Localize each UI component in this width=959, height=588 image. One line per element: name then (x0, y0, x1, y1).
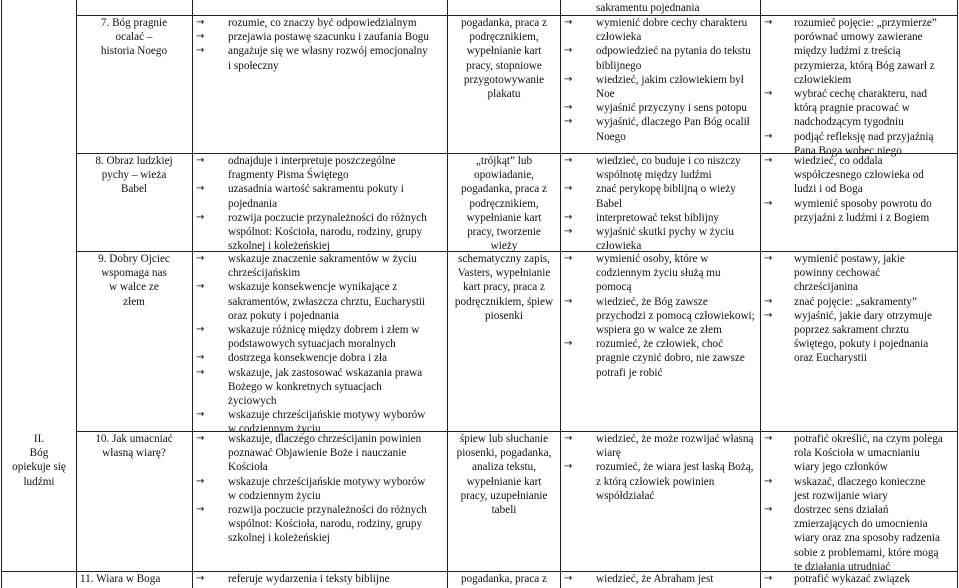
requirement-line: wspólnot: Kościoła, narodu, rodziny, grupy (228, 226, 423, 239)
achievement-line: pomocą (596, 281, 632, 294)
method-line: „trójkąt” lub (475, 155, 533, 167)
method-line: podręcznikiem, (469, 31, 539, 44)
arrow-icon: → (764, 17, 773, 28)
method-line: śpiew lub słuchanie (459, 433, 549, 445)
achievement-line: Noe (596, 88, 615, 101)
requirement-line: i społeczny (228, 59, 279, 72)
arrow-icon: → (564, 45, 573, 57)
achievement-line: wyjaśnić, dlaczego Pan Bóg ocalił (596, 116, 750, 129)
methods-11 (449, 572, 559, 586)
lesson-line: w walce ze (109, 281, 159, 294)
requirement-line: szkolnej i koleżeńskiej (228, 240, 330, 253)
arrow-icon: → (196, 31, 205, 43)
arrow-icon: → (196, 504, 205, 515)
achievement-line: codziennym życiu służą mu (596, 267, 721, 280)
requirements-7 (196, 16, 444, 73)
achievement-line: biblijnego (596, 59, 642, 72)
extended-line: potrafić określić, na czym polega (794, 433, 943, 445)
lesson-title-11 (80, 572, 192, 586)
arrow-icon: → (196, 433, 205, 444)
table-border-right (957, 0, 958, 588)
requirement-line: Kościoła (228, 461, 268, 474)
extended-line: przyjaźni z ludźmi i z Bogiem (794, 211, 930, 224)
achievements-9 (564, 252, 758, 380)
table-border-left (1, 0, 2, 588)
arrow-icon: → (564, 226, 573, 237)
requirement-line: rozwija poczucie przynależności do różnych (228, 504, 427, 517)
method-line: plakatu (487, 88, 521, 101)
arrow-icon: → (564, 338, 573, 350)
section-label (2, 432, 76, 489)
method-line: wypełnianie kart (466, 475, 542, 488)
extended-line: oraz Eucharystii (794, 352, 867, 365)
requirement-line: podstawowych sytuacjach moralnych (228, 338, 396, 351)
requirement-line: referuje wydarzenia i teksty biblijne (228, 573, 390, 585)
lesson-line: ocalać – (115, 31, 153, 44)
arrow-icon: → (196, 17, 205, 28)
achievement-line: rozumieć, że człowiek, choć (596, 338, 724, 351)
extended-8 (764, 154, 956, 225)
extended-line: jest rozwijanie wiary (794, 489, 888, 502)
achievement-line: rozumieć, że wiara jest łaską Bożą, (596, 461, 754, 474)
arrow-icon: → (196, 324, 205, 335)
lesson-line: 9. Dobry Ojciec (98, 253, 170, 265)
arrow-icon: → (196, 155, 205, 166)
extended-line: świętego, pokuty i pojednania (794, 338, 929, 351)
lesson-title-8 (78, 154, 190, 197)
achievement-line: wyjaśnić przyczyny i sens potopu (596, 102, 747, 115)
extended-line: wyjaśnić, jakie dary otrzymuje (794, 309, 932, 322)
arrow-icon: → (564, 295, 573, 307)
requirement-line: rozwija poczucie przynależności do różnych (228, 211, 427, 224)
method-line: piosenki, pogadanka, (456, 447, 552, 460)
extended-line: wskazać, dlaczego konieczne (794, 475, 926, 488)
lesson-line: 11. Wiara w Boga (80, 573, 161, 585)
requirement-line: w codziennym życiu (228, 423, 321, 436)
method-line: pogadanka, praca z (460, 183, 548, 196)
extended-9 (764, 252, 956, 366)
column-divider-3 (447, 0, 448, 588)
requirement-line: fragmenty Pisma Świętego (228, 169, 349, 182)
achievement-line: Noego (596, 130, 626, 143)
lesson-line: 7. Bóg pragnie (100, 17, 168, 29)
column-divider-2 (192, 0, 193, 588)
requirements-10 (196, 432, 444, 546)
extended-line: potrafić wykazać związek (794, 573, 911, 585)
extended-line: sobie z problemami, które mogą (794, 546, 939, 559)
section-label-line: II. (33, 433, 45, 445)
achievement-line: z którą człowiek powinien (596, 475, 715, 488)
extended-line: rola Kościoła w umacnianiu (794, 447, 920, 460)
continuation-line: sakramentu pojednania (596, 2, 700, 14)
arrow-icon: → (196, 366, 205, 378)
method-line: pracy, stopniowe (466, 59, 542, 72)
extended-line: wybrać cechę charakteru, nad (794, 88, 927, 101)
requirement-line: angażuje się we własny rozwój emocjonalny (228, 45, 428, 58)
method-line: opowiadanie, (474, 169, 534, 182)
arrow-icon: → (564, 433, 573, 444)
extended-line: ludzi i od Boga (794, 183, 863, 196)
extended-line: między ludźmi z treścią (794, 45, 901, 58)
requirement-line: szkolnej i koleżeńskiej (228, 532, 330, 545)
lesson-line: własną wiarę? (102, 447, 166, 460)
method-line: pracy, uzupełnianie (460, 489, 548, 502)
achievement-line: pragnie czynić dobro, nie zawsze (596, 352, 745, 365)
requirements-8 (196, 154, 444, 253)
requirements-11 (196, 572, 444, 586)
column-divider-5 (760, 0, 761, 588)
lesson-line: pychy – wieża (101, 169, 167, 182)
achievements-8 (564, 154, 758, 253)
requirement-line: pojednania (228, 197, 278, 210)
extended-line: znać pojęcie: „sakramenty” (794, 295, 917, 308)
achievement-line: wiedzieć, jakim człowiekiem był (596, 73, 744, 86)
extended-line: wymienić sposoby powrotu do (794, 197, 932, 210)
arrow-icon: → (564, 183, 573, 195)
achievement-line: wiedzieć, że może rozwijać własną (596, 433, 754, 445)
arrow-icon: → (764, 504, 773, 515)
method-line: kart pracy, praca z (463, 281, 545, 294)
arrow-icon: → (764, 433, 773, 444)
method-line: pogadanka, praca z (460, 573, 548, 585)
achievement-line: znać perykopę biblijną o wieży (596, 183, 736, 196)
method-line: wypełnianie kart (466, 45, 542, 58)
extended-line: współczesnego człowieka od (794, 169, 924, 182)
arrow-icon: → (764, 295, 773, 307)
requirement-line: wskazuje konsekwencje wynikające z (228, 281, 398, 294)
requirements-9 (196, 252, 444, 437)
requirement-line: odnajduje i interpretuje poszczególne (228, 155, 396, 167)
extended-line: dostrzec sens działań (794, 504, 889, 517)
method-line: przygotowywanie (463, 73, 545, 86)
extended-line: nadchodzącym tygodniu (794, 116, 904, 129)
arrow-icon: → (196, 573, 205, 584)
method-line: wieży (490, 240, 518, 253)
methods-7 (449, 16, 559, 101)
arrow-icon: → (764, 573, 773, 584)
arrow-icon: → (564, 211, 573, 223)
achievement-line: wyjaśnić skutki pychy w życiu (596, 226, 734, 239)
achievement-line: wiedzieć, co buduje i co niszczy (596, 155, 741, 167)
requirement-line: poznawać Objawienie Boże i nauczanie (228, 447, 407, 460)
achievement-line: wymienić dobre cechy charakteru (596, 17, 748, 29)
achievements-11 (564, 572, 758, 586)
section-label-line: ludźmi (23, 475, 55, 488)
achievement-line: człowieka (596, 31, 642, 44)
extended-line: przymierza, którą Bóg zawarł z (794, 59, 935, 72)
arrow-icon: → (196, 211, 205, 223)
method-line: piosenki (485, 309, 523, 322)
requirement-line: w codziennym życiu (228, 489, 321, 502)
methods-10 (449, 432, 559, 517)
lesson-line: historia Noego (100, 45, 168, 58)
requirement-line: dostrzega konsekwencje dobra i zła (228, 352, 388, 365)
arrow-icon: → (764, 253, 773, 264)
arrow-icon: → (564, 253, 573, 264)
achievement-line: odpowiedzieć na pytania do tekstu (596, 45, 751, 58)
lesson-line: Babel (120, 183, 148, 196)
extended-line: wiedzieć, co oddala (794, 155, 883, 167)
extended-line: wiary oraz zna sposoby radzenia (794, 532, 940, 545)
arrow-icon: → (764, 130, 773, 142)
arrow-icon: → (564, 73, 573, 85)
requirement-line: chrześcijańskim (228, 267, 301, 280)
method-line: analiza tekstu, (472, 461, 536, 474)
arrow-icon: → (196, 281, 205, 293)
arrow-icon: → (564, 155, 573, 166)
extended-line: poprzez sakrament chrztu (794, 324, 909, 337)
method-line: wypełnianie kart (466, 211, 542, 224)
extended-7 (764, 16, 956, 158)
requirement-line: wspólnot: Kościoła, narodu, rodziny, grupy (228, 518, 423, 531)
extended-line: powinny cechować (794, 267, 881, 280)
extended-line: te działania utrudniać (794, 560, 891, 573)
arrow-icon: → (564, 461, 573, 473)
requirement-line: wskazuje znaczenie sakramentów w życiu (228, 253, 417, 265)
extended-line: rozumieć pojęcie: „przymierze” (794, 17, 937, 29)
achievement-line: wiarę (596, 447, 621, 460)
achievement-line: potrafi je robić (596, 366, 663, 379)
method-line: podręcznikiem, (469, 197, 539, 210)
achievement-line: współdziałać (596, 489, 655, 502)
requirement-line: wskazuje chrześcijańskie motywy wyborów (228, 475, 426, 488)
section-label-line: Bóg (29, 447, 49, 460)
achievements-7 (564, 16, 758, 144)
arrow-icon: → (564, 573, 573, 584)
extended-line: porównać umowy zawierane (794, 31, 923, 44)
arrow-icon: → (764, 88, 773, 99)
lesson-title-10 (78, 432, 190, 460)
method-line: podręcznikiem, śpiew (454, 295, 554, 308)
section-label-line: opiekuje się (12, 461, 66, 474)
achievements-10 (564, 432, 758, 503)
achievement-line: Babel (596, 197, 623, 210)
method-line: schematyczny zapis, (458, 253, 550, 265)
requirement-line: wskazuje, dlaczego chrześcijanin powinien (228, 433, 422, 445)
arrow-icon: → (764, 309, 773, 321)
requirement-line: wskazuje, jak zastosować wskazania prawa (228, 366, 423, 379)
column-divider-1 (76, 0, 77, 588)
lesson-line: złem (123, 295, 145, 308)
requirement-line: rozumie, co znaczy być odpowiedzialnym (228, 17, 417, 29)
method-line: Vasters, wypełnianie (457, 267, 551, 280)
arrow-icon: → (196, 183, 205, 195)
extended-line: zmierzających do umocnienia (794, 518, 928, 531)
method-line: pogadanka, praca z (460, 17, 548, 29)
arrow-icon: → (196, 45, 205, 57)
methods-8 (449, 154, 559, 253)
extended-line: człowiekiem (794, 73, 852, 86)
lesson-line: 8. Obraz ludzkiej (95, 155, 173, 167)
continuation-text (596, 1, 699, 15)
lesson-line: wspomaga nas (101, 267, 167, 280)
arrow-icon: → (564, 102, 573, 114)
column-divider-4 (560, 0, 561, 588)
achievement-line: wymienić osoby, które w (596, 253, 709, 265)
arrow-icon: → (564, 116, 573, 128)
achievement-line: przychodzi z pomocą człowiekowi; (596, 309, 755, 322)
arrow-icon: → (196, 409, 205, 421)
arrow-icon: → (764, 197, 773, 209)
lesson-title-7 (78, 16, 190, 59)
requirement-line: oraz pokuty i pojednania (228, 309, 339, 322)
method-line: pracy, tworzenie (467, 226, 541, 239)
lesson-title-9 (78, 252, 190, 309)
extended-10 (764, 432, 956, 574)
arrow-icon: → (564, 17, 573, 28)
requirement-line: sakramentów, zwłaszcza chrztu, Eucharystii (228, 295, 426, 308)
arrow-icon: → (196, 253, 205, 264)
extended-line: wymienić postawy, jakie (794, 253, 905, 265)
requirement-line: przejawia postawę szacunku i zaufania Bogu (228, 31, 429, 44)
extended-11 (764, 572, 956, 586)
arrow-icon: → (196, 475, 205, 487)
methods-9 (449, 252, 559, 323)
extended-line: Pana Boga wobec niego (794, 144, 902, 157)
method-line: tabeli (491, 504, 517, 517)
achievement-line: wiedzieć, że Abraham jest (596, 573, 714, 585)
achievement-line: interpretować tekst biblijny (596, 211, 720, 224)
requirement-line: wskazuje chrześcijańskie motywy wyborów (228, 409, 426, 422)
arrow-icon: → (196, 352, 205, 364)
achievement-line: wspólnotę między ludźmi (596, 169, 712, 182)
arrow-icon: → (764, 475, 773, 487)
achievement-line: człowieka (596, 240, 642, 253)
requirement-line: życiowych (228, 395, 277, 408)
lesson-line: 10. Jak umacniać (95, 433, 173, 445)
achievement-line: wiedzieć, że Bóg zawsze (596, 295, 708, 308)
requirement-line: wskazuje różnicę między dobrem i złem w (228, 324, 420, 337)
extended-line: chrześcijanina (794, 281, 858, 294)
arrow-icon: → (764, 155, 773, 166)
requirement-line: uzasadnia wartość sakramentu pokuty i (228, 183, 404, 196)
extended-line: którą pragnie pracować w (794, 102, 910, 115)
extended-line: wiary jego członków (794, 461, 888, 474)
achievement-line: wspiera go w walce ze złem (596, 324, 722, 337)
extended-line: podjąć refleksję nad przyjaźnią (794, 130, 934, 143)
requirement-line: Bożego w konkretnych sytuacjach (228, 380, 382, 393)
